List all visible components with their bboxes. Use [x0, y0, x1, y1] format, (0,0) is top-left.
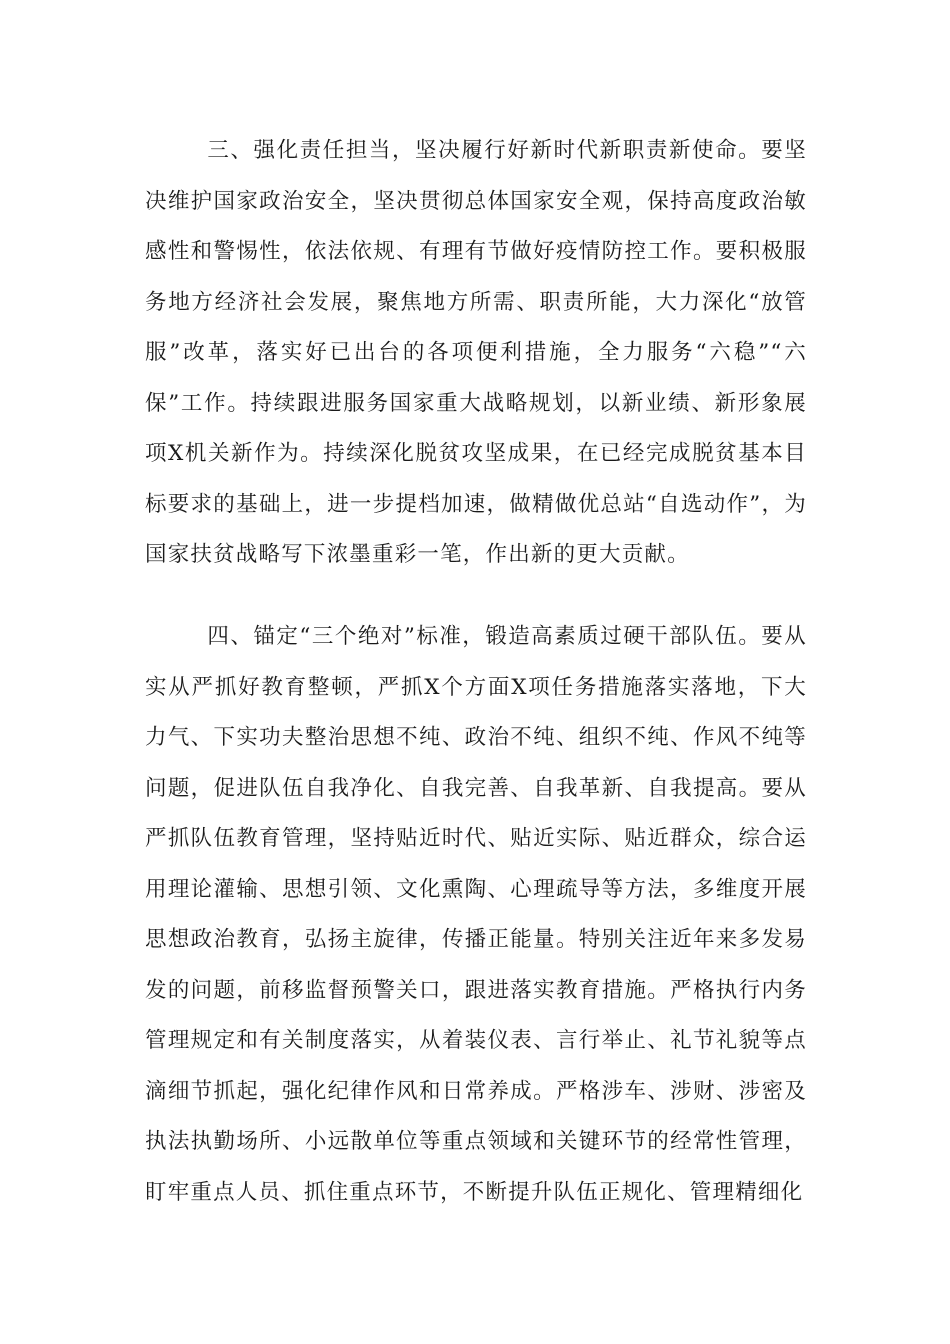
- paragraph-section-four: 四、锚定“三个绝对”标准，锻造高素质过硬干部队伍。要从实从严抓好教育整顿，严抓X个方面X项任务措施落实落地，下大力气、下实功夫整治思想不纯、政治不纯、组织不纯、作风不纯等问题，促进队伍自我净化、自我完善、自我革新、自我提高。要从严抓队伍教育管理，坚持贴近时代、贴近实际、贴近群众，综合运用理论灌输、思想引领、文化熏陶、心理疏导等方法，多维度开展思想政治教育，弘扬主旋律，传播正能量。特别关注近年来多发易发的问题，前移监督预警关口，跟进落实教育措施。严格执行内务管理规定和有关制度落实，从着装仪表、言行举止、礼节礼貌等点滴细节抓起，强化纪律作风和日常养成。严格涉车、涉财、涉密及执法执勤场所、小远散单位等重点领域和关键环节的经常性管理，盯牢重点人员、抓住重点环节，不断提升队伍正规化、管理精细化: [145, 624, 807, 1205]
- paragraph-section-three: 三、强化责任担当，坚决履行好新时代新职责新使命。要坚决维护国家政治安全，坚决贯彻总体国家安全观，保持高度政治敏感性和警惕性，依法依规、有理有节做好疫情防控工作。要积极服务地方经济社会发展，聚焦地方所需、职责所能，大力深化“放管服”改革，落实好已出台的各项便利措施，全力服务“六稳”“六保”工作。持续跟进服务国家重大战略规划，以新业绩、新形象展项X机关新作为。持续深化脱贫攻坚成果，在已经完成脱贫基本目标要求的基础上，进一步提档加速，做精做优总站“自选动作”，为国家扶贫战略写下浓墨重彩一笔，作出新的更大贡献。: [145, 138, 807, 567]
